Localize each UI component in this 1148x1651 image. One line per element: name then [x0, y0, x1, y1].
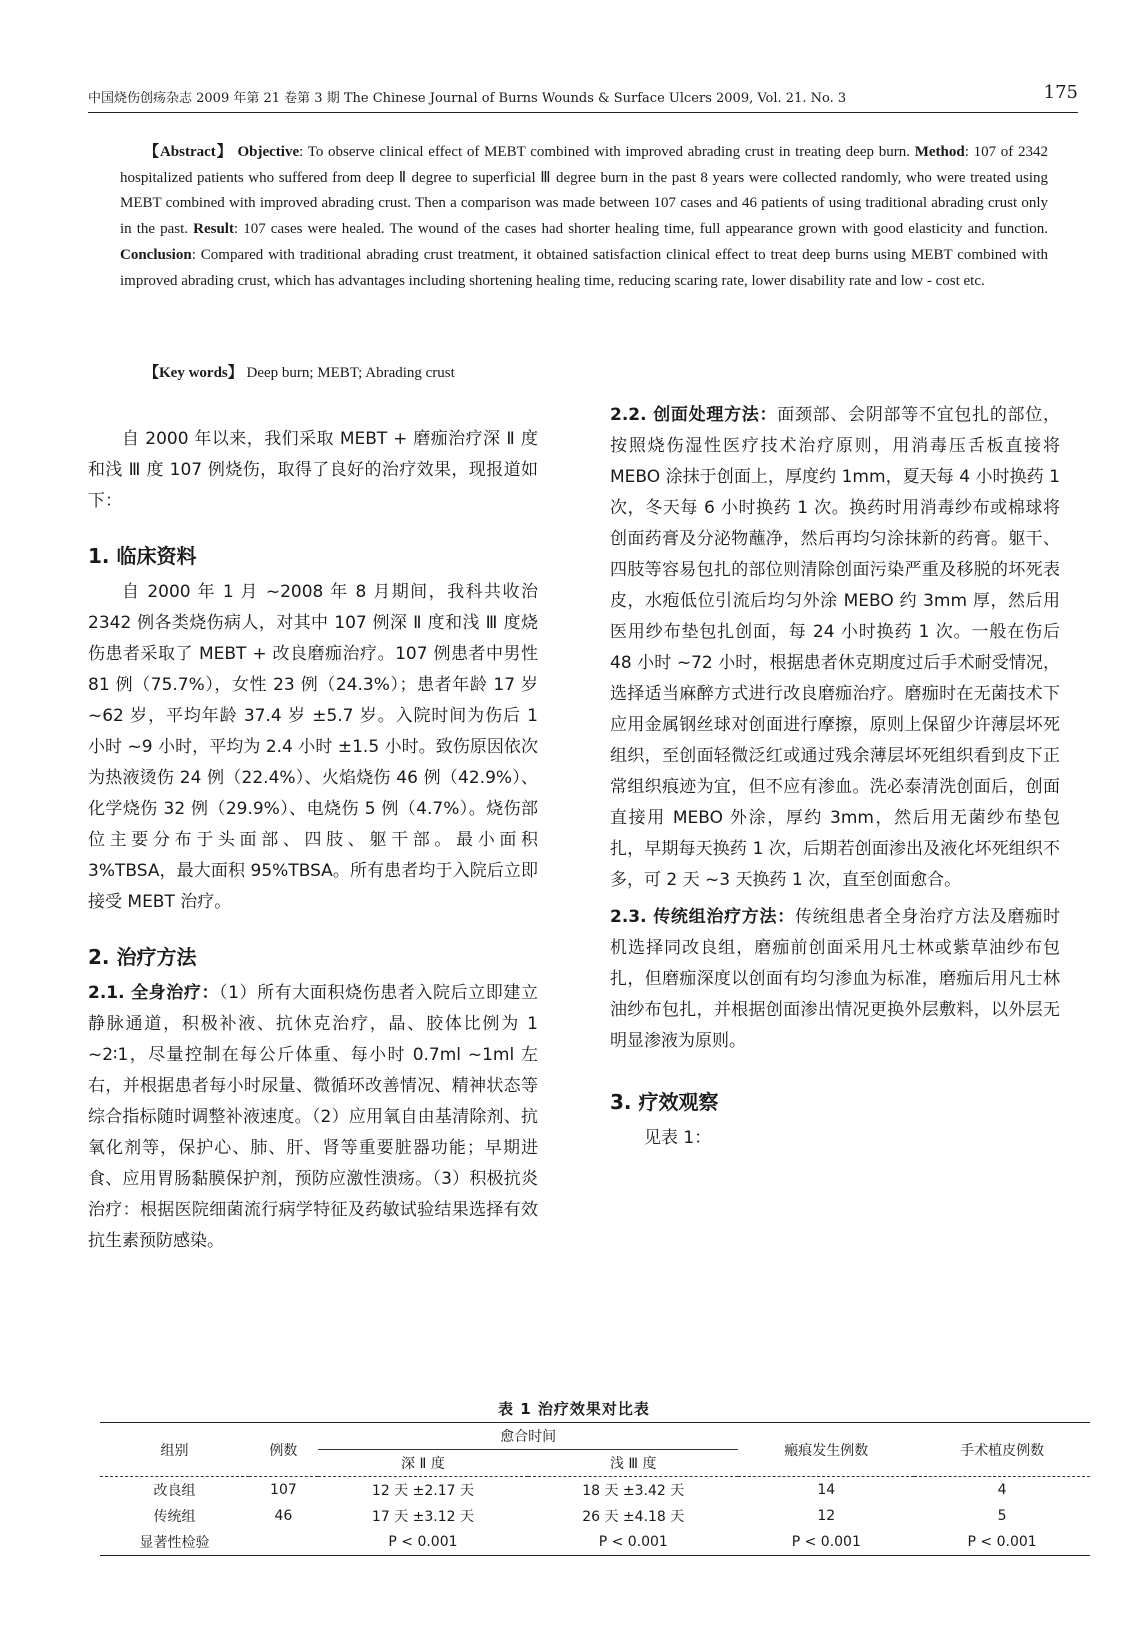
abstract-label: 【Abstract】 [144, 144, 233, 160]
section-2-2-paragraph [610, 400, 1060, 896]
cell-shallow3: 26 天 ±4.18 天 [582, 1509, 685, 1525]
table-header-row [100, 1423, 1090, 1450]
conclusion-label: Conclusion [120, 246, 192, 263]
right-column [610, 400, 1060, 1154]
header-graft: 手术植皮例数 [960, 1442, 1045, 1459]
table-title: 表 1 治疗效果对比表 [498, 1400, 650, 1418]
cell-scar: P < 0.001 [791, 1534, 861, 1550]
cell-cases: 107 [270, 1482, 297, 1498]
table-row [100, 1477, 1090, 1504]
cell-scar: 12 [817, 1508, 836, 1524]
cell-graft: 4 [997, 1482, 1007, 1498]
intro-paragraph: 自 2000 年以来，我们采取 MEBT + 磨痂治疗深 Ⅱ 度和浅 Ⅲ 度 107 例烧伤，取得了良好的治疗效果，现报道如下： [88, 429, 538, 511]
section-3-title: 3. 疗效观察 [610, 1090, 719, 1114]
keywords-text: Deep burn; MEBT; Abrading crust [242, 365, 455, 381]
journal-citation: 中国烧伤创疡杂志 2009 年第 21 卷第 3 期 The Chinese Journal of Burns Wounds & Surface Ulcers 2009, Vol. 21. No. 3 [88, 91, 847, 106]
section-1-title: 1. 临床资料 [88, 544, 197, 568]
header-cases: 例数 [269, 1442, 298, 1459]
result-text: : 107 cases were healed. The wound of the cases had shorter healing time, full appearance grown with good elasticity and function. [233, 221, 1048, 238]
cell-group: 传统组 [153, 1509, 196, 1525]
cell-group: 显著性检验 [139, 1535, 210, 1551]
left-column [88, 424, 538, 1257]
section-2-2-label: 2.2. 创面处理方法： [610, 405, 778, 425]
cell-graft: 5 [997, 1508, 1007, 1524]
objective-label: Objective [237, 144, 300, 160]
section-2-1-paragraph [88, 978, 538, 1257]
running-header [88, 82, 1078, 113]
header-scar: 瘢痕发生例数 [784, 1442, 869, 1459]
cell-shallow3: P < 0.001 [598, 1534, 668, 1550]
section-2-2-text: 面颈部、会阴部等不宜包扎的部位，按照烧伤湿性医疗技术治疗原则，用消毒压舌板直接将 MEBO 涂抹于创面上，厚度约 1mm，夏天每 4 小时换药 1 次，冬天每 6 小时换药 1 次。换药时用消毒纱布或棉球将创面药膏及分泌物蘸净，然后再均匀涂抹新的药膏。躯干、四肢等容易包扎的部位则清除创面污染严重及移脱的坏死表皮，水疱低位引流后均匀外涂 MEBO 约 3mm 厚，然后用医用纱布垫包扎创面，每 24 小时换药 1 次。一般在伤后 48 小时 ~72 小时，根据患者休克期度过后手术耐受情况，选择适当麻醉方式进行改良磨痂治疗。磨痂时在无菌技术下应用金属钢丝球对创面进行摩擦，原则上保留少许薄层坏死组织，至创面轻微泛红或通过残余薄层坏死组织看到皮下正常组织痕迹为宜，但不应有渗血。洗必泰清洗创面后，创面直接用 MEBO 外涂，厚约 3mm，然后用无菌纱布垫包扎，早期每天换药 1 次，后期若创面渗出及液化坏死组织不多，可 2 天 ~3 天换药 1 次，直至创面愈合。 [610, 405, 1060, 890]
cell-cases: 46 [274, 1508, 293, 1524]
section-2-title: 2. 治疗方法 [88, 945, 197, 969]
keywords [144, 362, 1044, 384]
section-3-text: 见表 1： [644, 1128, 712, 1148]
cell-group: 改良组 [153, 1483, 196, 1499]
cell-shallow3: 18 天 ±3.42 天 [582, 1483, 685, 1499]
result-label: Result [193, 221, 234, 238]
conclusion-text: : Compared with traditional abrading crust treatment, it obtained satisfaction clinical effect to treat deep burns using MEBT combined with improved abrading crust, which has advantages including shortening healing time, reducing scaring rate, lower disability rate and low - cost etc. [120, 246, 1048, 289]
cell-deep2: 12 天 ±2.17 天 [371, 1483, 474, 1499]
method-label: Method [914, 144, 965, 160]
results-table [100, 1422, 1090, 1556]
cell-graft: P < 0.001 [967, 1534, 1037, 1550]
cell-deep2: P < 0.001 [388, 1534, 458, 1550]
section-2-1-text: （1）所有大面积烧伤患者入院后立即建立静脉通道，积极补液、抗休克治疗，晶、胶体比例为 1 ~2∶1，尽量控制在每公斤体重、每小时 0.7ml ~1ml 左右，并根据患者每小时尿量、微循环改善情况、精神状态等综合指标随时调整补液速度。（2）应用氧自由基清除剂、抗氧化剂等，保护心、肺、肝、肾等重要脏器功能；早期进食、应用胃肠黏膜保护剂，预防应激性溃疡。（3）积极抗炎治疗：根据医院细菌流行病学特征及药敏试验结果选择有效抗生素预防感染。 [88, 983, 538, 1251]
keywords-label: 【Key words】 [144, 365, 243, 381]
section-1-text: 自 2000 年 1 月 ~2008 年 8 月期间，我科共收治 2342 例各类烧伤病人，对其中 107 例深 Ⅱ 度和浅 Ⅲ 度烧伤患者采取了 MEBT + 改良磨痂治疗。107 例患者中男性 81 例（75.7%），女性 23 例（24.3%）；患者年龄 17 岁 ~62 岁，平均年龄 37.4 岁 ±5.7 岁。入院时间为伤后 1 小时 ~9 小时，平均为 2.4 小时 ±1.5 小时。致伤原因依次为热液烫伤 24 例（22.4%）、火焰烧伤 46 例（42.9%）、化学烧伤 32 例（29.9%）、电烧伤 5 例（4.7%）。烧伤部位主要分布于头面部、四肢、躯干部。最小面积 3%TBSA，最大面积 95%TBSA。所有患者均于入院后立即接受 MEBT 治疗。 [88, 582, 538, 912]
cell-deep2: 17 天 ±3.12 天 [371, 1509, 474, 1525]
english-abstract [120, 140, 1048, 294]
method-text: : 107 of 2342 hospitalized patients who suffered from deep Ⅱ degree to superficial Ⅲ degree burn in the past 8 years were collected randomly, who were treated using MEBT combined with improved abrading crust. Then a comparison was made between 107 cases and 46 patients of using traditional abrading crust only in the past. [120, 144, 1049, 238]
header-deep2: 深 Ⅱ 度 [401, 1456, 445, 1472]
header-healing-time: 愈合时间 [318, 1423, 739, 1450]
section-2-1-label: 2.1. 全身治疗： [88, 983, 220, 1003]
table-row [100, 1503, 1090, 1529]
table-row [100, 1529, 1090, 1556]
cell-cases [249, 1529, 318, 1556]
section-2-3-paragraph [610, 902, 1060, 1057]
section-2-3-label: 2.3. 传统组治疗方法： [610, 907, 795, 927]
header-shallow3: 浅 Ⅲ 度 [609, 1456, 657, 1472]
objective-text: : To observe clinical effect of MEBT combined with improved abrading crust in treating deep burn. [299, 144, 910, 160]
header-group: 组别 [160, 1442, 189, 1459]
section-2-3-text: 传统组患者全身治疗方法及磨痂时机选择同改良组，磨痂前创面采用凡士林或紫草油纱布包扎，但磨痂深度以创面有均匀渗血为标准，磨痂后用凡士林油纱布包扎，并根据创面渗出情况更换外层敷料，以外层无明显渗液为原则。 [610, 907, 1060, 1051]
cell-scar: 14 [817, 1482, 836, 1498]
page-number: 175 [1043, 82, 1078, 103]
